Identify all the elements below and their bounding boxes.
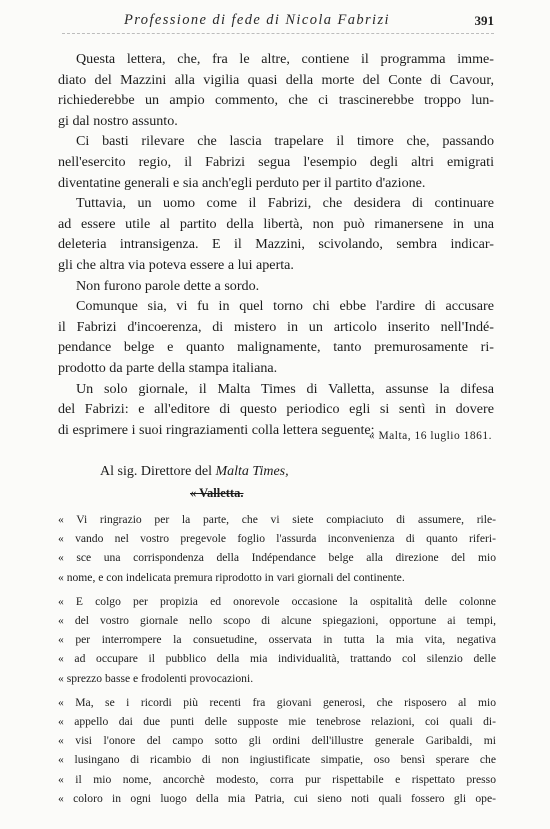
text-line: gi dal nostro assunto. bbox=[58, 112, 178, 129]
letter-line: « del vostro giornale nello scopo di alcune spiegazioni, opportune ai tempi, bbox=[58, 614, 496, 628]
body-text bbox=[58, 49, 494, 440]
letter-place: « Valletta. bbox=[190, 486, 244, 500]
text-line: Questa lettera, che, fra le altre, contiene il programma imme- bbox=[76, 51, 494, 67]
text-line: Un solo giornale, il Malta Times di Valletta, assunse la difesa bbox=[76, 380, 494, 397]
letter-text bbox=[58, 510, 496, 808]
page-header bbox=[60, 12, 494, 34]
letter-line: « Ma, se i ricordi più recenti fra giovani generosi, che risposero al mio bbox=[58, 695, 496, 709]
letter-line: « il mio nome, ancorchè modesto, corra pur rispettabile e rispettato presso bbox=[58, 772, 496, 786]
text-line: pendance belge e quanto malignamente, tanto premurosamente ri- bbox=[58, 339, 494, 356]
newspaper-name: Malta Times, bbox=[215, 464, 289, 479]
addressee-prefix: Al sig. Direttore del bbox=[100, 464, 212, 479]
letter-addressee bbox=[100, 464, 289, 480]
letter-dateline: « Malta, 16 luglio 1861. bbox=[368, 430, 492, 442]
text-line: di esprimere i suoi ringraziamenti colla lettera seguente: bbox=[58, 421, 375, 438]
text-line: richiederebbe un ampio commento, che ci trascinerebbe troppo lun- bbox=[58, 92, 494, 109]
letter-line: « lusingano di ricambio di non ingiustificate simpatie, oso bensì sperare che bbox=[58, 753, 496, 767]
running-title: Professione di fede di Nicola Fabrizi bbox=[124, 12, 390, 28]
text-line: Tuttavia, un uomo come il Fabrizi, che desidera di continuare bbox=[76, 195, 494, 212]
text-line: deleteria intransigenza. E il Mazzini, scivolando, sembra indicar- bbox=[58, 236, 494, 253]
letter-line: « visi l'onore del campo sotto gli ordini dell'illustre generale Garibaldi, mi bbox=[58, 734, 496, 748]
text-line: diato del Mazzini alla vigilia quasi della morte del Conte di Cavour, bbox=[58, 71, 494, 88]
text-line: del Fabrizi: e all'editore di questo periodico egli si sentì in dovere bbox=[58, 401, 494, 418]
text-line: Ci basti rilevare che lascia trapelare il timore che, passando bbox=[76, 133, 494, 150]
letter-line: « sprezzo basse e frodolenti provocazioni. bbox=[58, 671, 254, 685]
letter-line: « vando nel vostro pregevole foglio l'assurda inconvenienza di quanto riferi- bbox=[58, 532, 496, 546]
text-line: il Fabrizi d'incoerenza, di mistero in un articolo inserito nell'Indé- bbox=[58, 318, 494, 335]
letter-line: « appello dai due punti delle supposte mie tenebrose relazioni, coi quali di- bbox=[58, 715, 496, 729]
letter-line: « E colgo per propizia ed onorevole occasione la ospitalità delle colonne bbox=[58, 594, 496, 608]
text-line: ad essere utile al partito della libertà, non può rimanersene in una bbox=[58, 215, 494, 232]
letter-line: « Vi ringrazio per la parte, che vi siete compiaciuto di assumere, rile- bbox=[58, 513, 496, 526]
text-line: gli che altra via poteva essere a lui aperta. bbox=[58, 256, 294, 273]
letter-line: « nome, e con indelicata premura riprodotto in vari giornali del continente. bbox=[58, 570, 405, 584]
text-line: Comunque sia, vi fu in quel torno chi ebbe l'ardire di accusare bbox=[76, 298, 494, 315]
text-line: Non furono parole dette a sordo. bbox=[76, 277, 260, 294]
text-line: nell'esercito regio, il Fabrizi segua l'esempio degli altri emigrati bbox=[58, 153, 494, 170]
letter-line: « coloro in ogni luogo della mia Patria, cui sieno noti quali fossero gli ope- bbox=[58, 791, 496, 805]
text-line: prodotto da parte della stampa italiana. bbox=[58, 359, 278, 376]
header-rule bbox=[62, 33, 494, 34]
text-line: diventatine generali e sia anch'egli perduto per il partito d'azione. bbox=[58, 174, 426, 191]
letter-line: « ad occupare il pubblico della mia individualità, trattando col silenzio delle bbox=[58, 652, 496, 666]
letter-line: « per interrompere la consuetudine, osservata in tutta la mia vita, negativa bbox=[58, 633, 496, 647]
letter-line: « sce una corrispondenza della Indépendance belge alla direzione del mio bbox=[58, 551, 496, 565]
page-number: 391 bbox=[474, 13, 494, 28]
